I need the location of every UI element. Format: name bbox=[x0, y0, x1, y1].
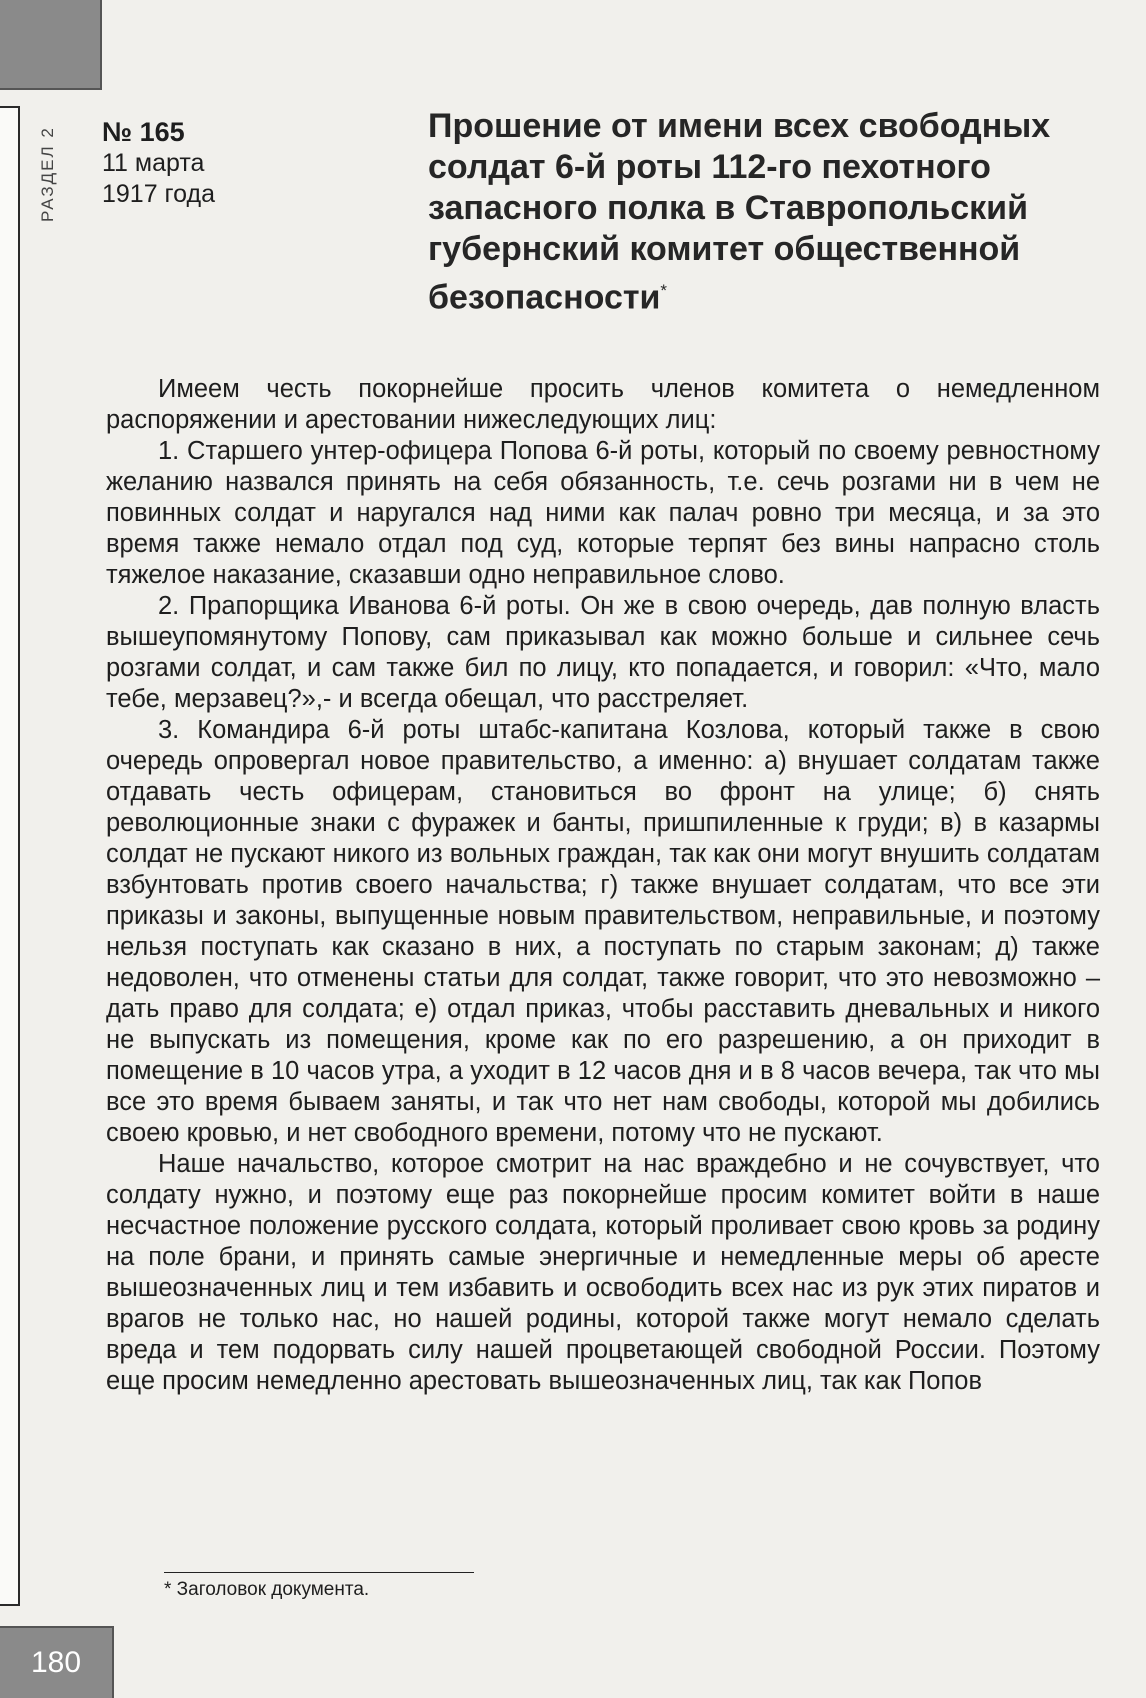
document-title-text: Прошение от имени всех свободных солдат 6-й роты 112-го пехотного запасного полка в Ставропольский губернский комитет общественной безопасности bbox=[428, 107, 1051, 317]
side-frame bbox=[0, 106, 20, 1606]
section-sidebar bbox=[38, 0, 66, 1698]
document-date-day: 11 марта bbox=[102, 149, 205, 177]
page-tab bbox=[0, 1626, 114, 1698]
footnote: * Заголовок документа. bbox=[164, 1579, 370, 1600]
body-paragraph: Наше начальство, которое смотрит на нас враждебно и не сочувствует, что солдату нужно, и поэтому еще раз покорнейше просим комитет войти в наше несчастное положение русского солдата, который проливает свою кровь за родину на поле брани, и принять самые энергичные и немедленные меры об аресте вышеозначенных лиц и тем избавить и освободить всех нас из рук этих пиратов и врагов не только нас, но нашей родины, которой также могут немало сделать вреда и тем подорвать силу нашей процветающей свободной России. Поэтому еще просим немедленно арестовать вышеозначенных лиц, так как Попов bbox=[106, 1150, 1100, 1395]
body-paragraph: 1. Старшего унтер-офицера Попова 6-й роты, который по своему ревностному желанию назвался принять на себя обязанность, т.е. сечь розгами ни в чем не повинных солдат и наругался над ними как палач ровно три месяца, и за это время также немало отдал под суд, которые терпят без вины напрасно столь тяжелое наказание, сказавши одно неправильное слово. bbox=[106, 437, 1100, 589]
section-label: РАЗДЕЛ 2 bbox=[38, 126, 57, 222]
document-meta bbox=[102, 116, 342, 210]
document-title bbox=[428, 106, 1128, 318]
body-paragraph: Имеем честь покорнейше просить членов комитета о немедленном распоряжении и арестовании нижеследующих лиц: bbox=[106, 375, 1100, 434]
title-footnote-mark: * bbox=[660, 281, 668, 300]
document-number: № 165 bbox=[102, 117, 185, 147]
body-paragraph: 3. Командира 6-й роты штабс-капитана Козлова, который также в свою очередь опровергал новое правительство, а именно: а) внушает солдатам также отдавать честь офицерам, становиться во фронт на улице; б) снять революционные знаки с фуражек и банты, пришпиленные к груди; в) в казармы солдат не пускают никого из вольных граждан, так как они могут внушить солдатам взбунтовать против своего начальства; г) также внушает солдатам, что все эти приказы и законы, выпущенные новым правительством, неправильные, и поэтому нельзя поступать как сказано в них, а поступать по старым законам; д) также недоволен, что отменены статьи для солдат, также говорит, что это невозможно – дать право для солдата; е) отдал приказ, чтобы расставить дневальных и никого не выпускать из помещения, кроме как по его разрешению, а он приходит в помещение в 10 часов утра, а уходит в 12 часов дня и в 8 часов вечера, так что мы все это время бываем заняты, и так что нет нам свободы, которой мы добились своею кровью, и нет свободного времени, потому что не пускают. bbox=[106, 716, 1100, 1147]
body-paragraph: 2. Прапорщика Иванова 6-й роты. Он же в свою очередь, дав полную власть вышеупомянутому Попову, сам приказывал как можно больше и сильнее сечь розгами солдат, и сам также бил по лицу, кто попадается, и говорил: «Что, мало тебе, мерзавец?»,- и всегда обещал, что расстреляет. bbox=[106, 592, 1100, 713]
document-date-year: 1917 года bbox=[102, 180, 215, 208]
document-body bbox=[106, 374, 1100, 1397]
footnote-divider bbox=[164, 1572, 474, 1573]
page-number: 180 bbox=[30, 1646, 82, 1679]
